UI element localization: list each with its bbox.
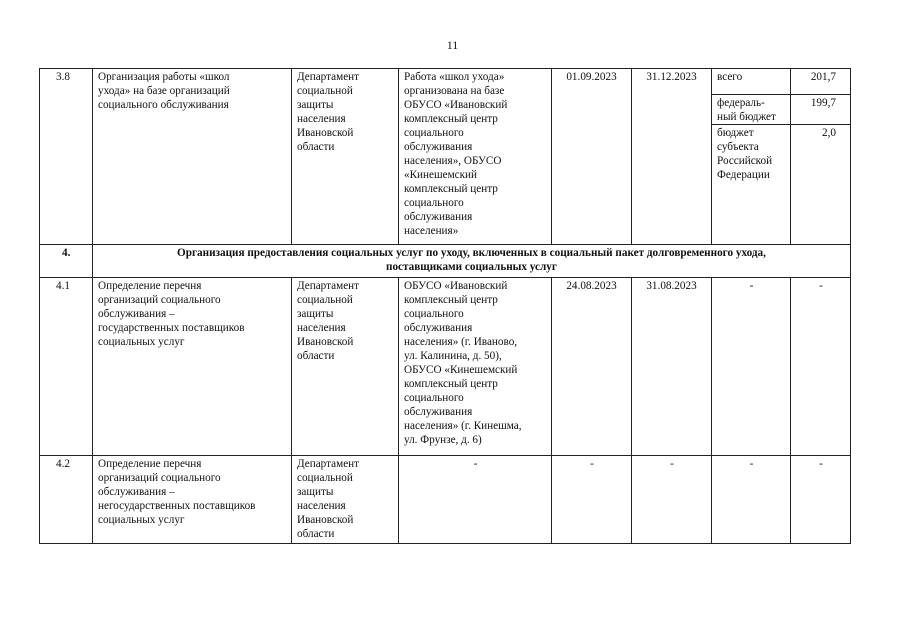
table-row-4-1 [40, 278, 851, 456]
text-line: Департамент [297, 71, 360, 83]
end-date: 31.12.2023 [632, 69, 712, 245]
responsible [292, 278, 399, 456]
measure-name [93, 278, 292, 456]
text-line: социальной [297, 472, 353, 484]
funding-amount: - [791, 278, 851, 456]
text-line: социального [404, 197, 464, 209]
funding-amount: 2,0 [791, 125, 851, 245]
funding-amount: 201,7 [791, 69, 851, 95]
expected-result [399, 69, 552, 245]
text-line: Определение перечня [98, 280, 202, 292]
measures-table [39, 68, 851, 544]
text-line: населения» [404, 225, 459, 237]
text-line: негосударственных поставщиков [98, 500, 256, 512]
text-line: ул. Фрунзе, д. 6) [404, 434, 482, 446]
text-line: государственных поставщиков [98, 322, 245, 334]
text-line: населения» (г. Иваново, [404, 336, 518, 348]
text-line: Ивановской [297, 336, 354, 348]
text-line: ОБУСО «Ивановский [404, 99, 508, 111]
text-line: бюджет [717, 127, 754, 139]
responsible [292, 456, 399, 544]
text-line: организаций социального [98, 472, 221, 484]
text-line: социального обслуживания [98, 99, 229, 111]
responsible [292, 69, 399, 245]
text-line: Работа «школ ухода» [404, 71, 505, 83]
text-line: социальной [297, 294, 353, 306]
text-line: населения [297, 500, 346, 512]
text-line: Федерации [717, 169, 770, 181]
measure-name [93, 456, 292, 544]
text-line: Департамент [297, 458, 360, 470]
funding-source [712, 125, 791, 245]
section-number: 4. [40, 245, 93, 278]
section-title [93, 245, 851, 278]
start-date: 01.09.2023 [552, 69, 632, 245]
text-line: комплексный центр [404, 378, 498, 390]
text-line: населения», ОБУСО [404, 155, 502, 167]
text-line: Организация работы «школ [98, 71, 230, 83]
text-line: обслуживания [404, 211, 473, 223]
text-line: организована на базе [404, 85, 505, 97]
expected-result [399, 278, 552, 456]
expected-result: - [399, 456, 552, 544]
row-number: 4.1 [40, 278, 93, 456]
text-line: «Кинешемский [404, 169, 478, 181]
funding-source [712, 69, 791, 95]
text-line: поставщиками социальных услуг [386, 261, 557, 273]
text-line: защиты [297, 99, 334, 111]
table-row-3-8 [40, 69, 851, 95]
funding-source [712, 95, 791, 125]
text-line: организаций социального [98, 294, 221, 306]
text-line: социальных услуг [98, 336, 185, 348]
text-line: федераль- [717, 97, 765, 109]
section-header-row [40, 245, 851, 278]
row-number: 3.8 [40, 69, 93, 245]
text-line: области [297, 528, 335, 540]
text-line: области [297, 141, 335, 153]
measure-name [93, 69, 292, 245]
end-date: - [632, 456, 712, 544]
start-date: 24.08.2023 [552, 278, 632, 456]
text-line: Ивановской [297, 127, 354, 139]
text-line: Российской [717, 155, 773, 167]
text-line: обслуживания – [98, 308, 175, 320]
text-line: защиты [297, 308, 334, 320]
text-line: социального [404, 308, 464, 320]
page-number: 11 [446, 38, 459, 52]
text-line: Организация предоставления социальных услуг по уходу, включенных в социальный пакет долговременного ухода, [177, 247, 766, 259]
text-line: области [297, 350, 335, 362]
text-line: социальных услуг [98, 514, 185, 526]
text-line: субъекта [717, 141, 759, 153]
funding-source: - [712, 278, 791, 456]
text-line: населения [297, 322, 346, 334]
text-line: населения» (г. Кинешма, [404, 420, 522, 432]
end-date: 31.08.2023 [632, 278, 712, 456]
funding-amount: 199,7 [791, 95, 851, 125]
text-line: населения [297, 113, 346, 125]
text-line: обслуживания [404, 141, 473, 153]
text-line: защиты [297, 486, 334, 498]
text-line: ухода» на базе организаций [98, 85, 230, 97]
text-line: ный бюджет [717, 111, 776, 123]
text-line: обслуживания [404, 406, 473, 418]
text-line: Определение перечня [98, 458, 202, 470]
text-line: социальной [297, 85, 353, 97]
funding-amount: - [791, 456, 851, 544]
start-date: - [552, 456, 632, 544]
funding-source: - [712, 456, 791, 544]
text-line: комплексный центр [404, 183, 498, 195]
text-line: обслуживания – [98, 486, 175, 498]
text-line: ул. Калинина, д. 50), [404, 350, 502, 362]
text-line: обслуживания [404, 322, 473, 334]
text-line: комплексный центр [404, 294, 498, 306]
table-row-4-2 [40, 456, 851, 544]
text-line: Ивановской [297, 514, 354, 526]
text-line: ОБУСО «Ивановский [404, 280, 508, 292]
text-line: социального [404, 392, 464, 404]
text-line: ОБУСО «Кинешемский [404, 364, 518, 376]
text-line: социального [404, 127, 464, 139]
row-number: 4.2 [40, 456, 93, 544]
text-line: Департамент [297, 280, 360, 292]
text-line: всего [717, 71, 743, 83]
text-line: комплексный центр [404, 113, 498, 125]
